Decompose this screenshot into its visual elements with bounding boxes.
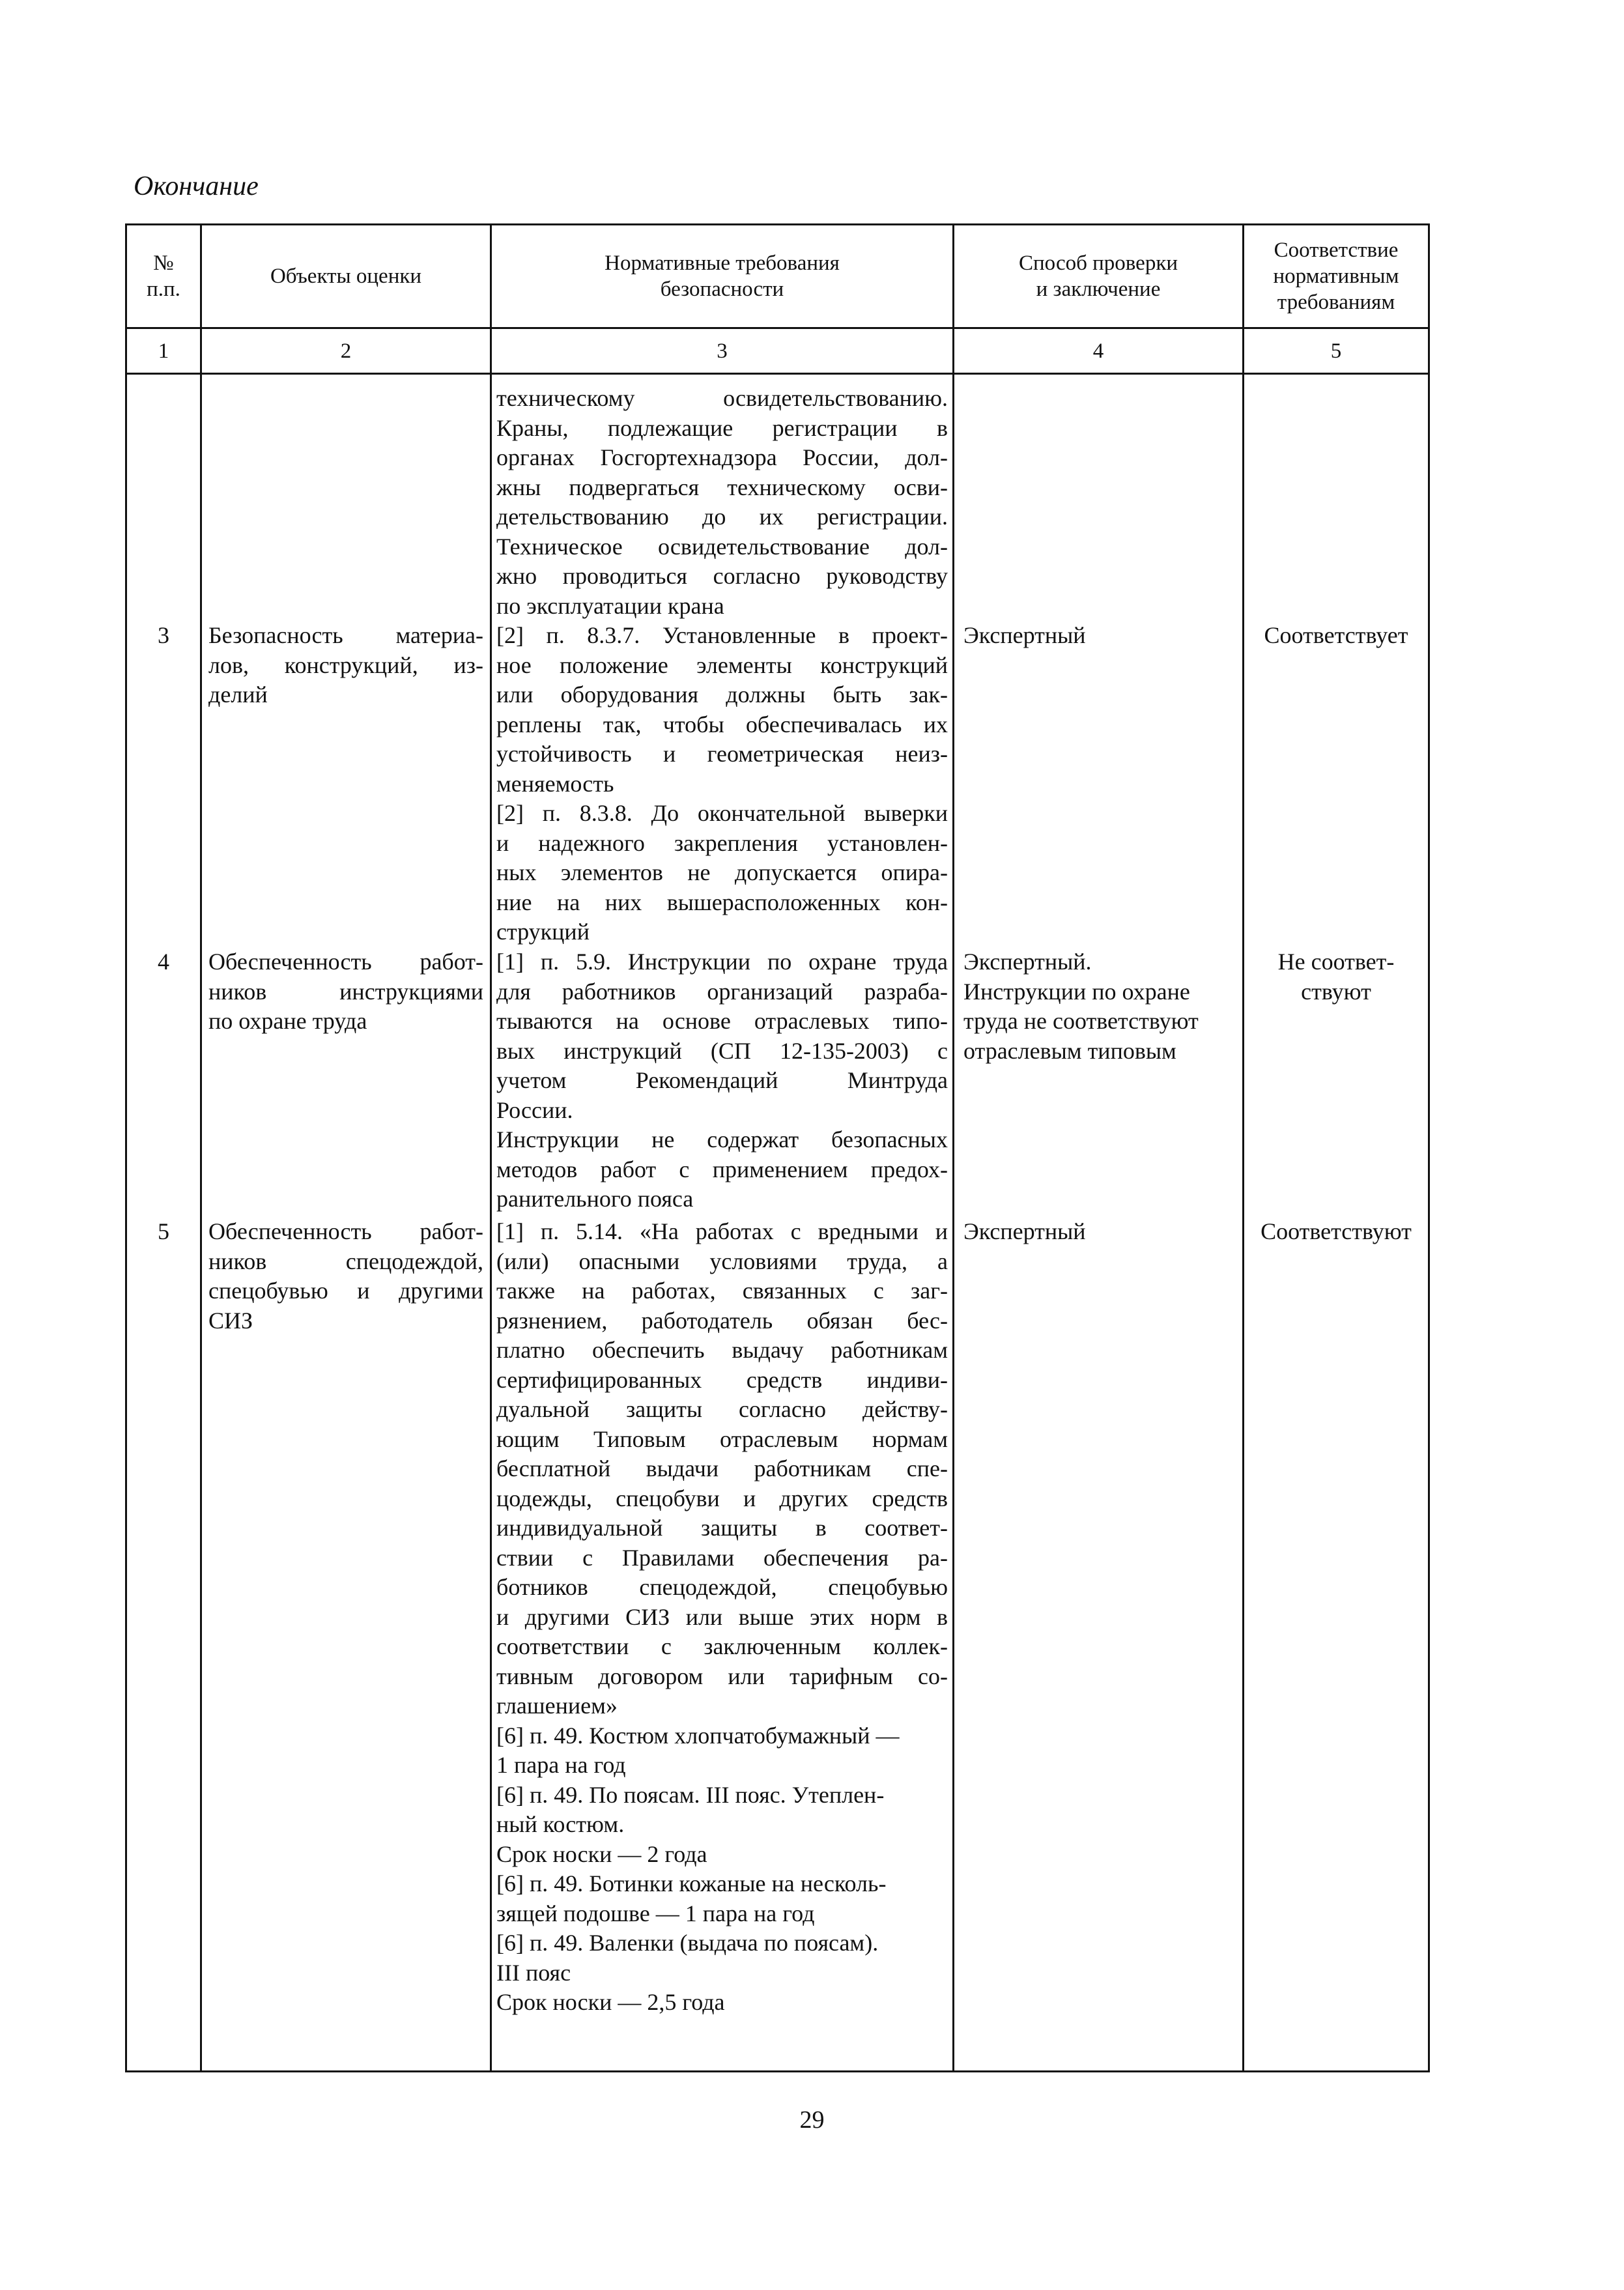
compliance-status: Соответствует: [1264, 622, 1408, 648]
header-requirements: Нормативные требования безопасности: [605, 251, 840, 301]
safety-requirements: [1] п. 5.14. «На работах с вредными и (или) опасными условиями труда, а также на работах, связанных с заг- рязнением, работодатель обязан бес- платно обеспечить выдачу работникам сертифицированных средств индиви- дуальной защиты согласно действу- ющим Типовым отраслевым нормам бесплатной выдачи работникам спе- цодежды, спецобуви и других средств индивидуальной защиты в соответ- ствии с Правилами обеспечения ра- ботников спецодеждой, спецобувью и другими СИЗ или выше этих норм в соответствии с заключенным коллек- тивным договором или тарифным со- глашением» [6] п. 49. Костюм хлопчатобумажный — 1 пара на год [6] п. 49. По поясам. III пояс. Утеплен- ный костюм. Срок носки — 2 года [6] п. 49. Ботинки кожаные на несколь- зящей подошве — 1 пара на год [6] п. 49. Валенки (выдача по поясам). III пояс Срок носки — 2,5 года: [496, 1218, 948, 2015]
column-divider: [200, 225, 202, 2070]
assessment-object: Безопасность материа- лов, конструкций, из- делий: [208, 622, 483, 708]
row-number: 5: [158, 1218, 169, 1244]
column-number: 5: [1330, 339, 1342, 363]
row-divider: [127, 373, 1428, 375]
header-compliance: Соответствие нормативным требованиям: [1273, 238, 1399, 314]
assessment-object: Обеспеченность работ- ников инструкциями по охране труда: [208, 949, 483, 1034]
compliance-status: Соответствуют: [1261, 1218, 1412, 1244]
compliance-status: Не соответ- ствуют: [1277, 949, 1395, 1005]
column-number: 3: [717, 339, 728, 363]
row-number: 3: [158, 622, 169, 648]
continuation-heading: Окончание: [134, 171, 259, 201]
header-method: Способ проверки и заключение: [1018, 251, 1178, 301]
column-divider: [1242, 225, 1244, 2070]
row-divider: [127, 327, 1428, 329]
column-number: 1: [158, 339, 169, 363]
column-number: 2: [340, 339, 352, 363]
header-number: № п.п.: [147, 251, 180, 301]
verification-method: Экспертный. Инструкции по охране труда не соответствуют отраслевым типовым: [963, 949, 1199, 1064]
safety-requirements: [2] п. 8.3.7. Установленные в проект- ное положение элементы конструкций или оборудования должны быть зак- реплены так, чтобы обеспечивалась их устойчивость и геометрическая неиз- меняемость [2] п. 8.3.8. До окончательной выверки и надежного закрепления установлен- ных элементов не допускается опира- ние на них вышерасположенных кон- струкций: [496, 622, 948, 945]
page-number: 29: [799, 2106, 825, 2134]
assessment-table: [125, 223, 1430, 2072]
continuation-requirements: техническому освидетельствованию. Краны, подлежащие регистрации в органах Госгортехнадзора России, дол- жны подвергаться техническому осви- детельствованию до их регистрации. Техническое освидетельствование дол- жно проводиться согласно руководству по эксплуатации крана: [496, 385, 948, 619]
column-number: 4: [1092, 339, 1104, 363]
safety-requirements: [1] п. 5.9. Инструкции по охране труда для работников организаций разраба- тываются на основе отраслевых типо- вых инструкций (СП 12-135-2003) с учетом Рекомендаций Минтруда России. Инструкции не содержат безопасных методов работ с применением предох- ранительного пояса: [496, 949, 948, 1212]
verification-method: Экспертный: [963, 622, 1086, 648]
header-objects: Объекты оценки: [270, 265, 422, 288]
row-number: 4: [158, 949, 169, 975]
column-divider: [952, 225, 954, 2070]
assessment-object: Обеспеченность работ- ников спецодеждой, спецобувью и другими СИЗ: [208, 1218, 483, 1334]
verification-method: Экспертный: [963, 1218, 1086, 1244]
